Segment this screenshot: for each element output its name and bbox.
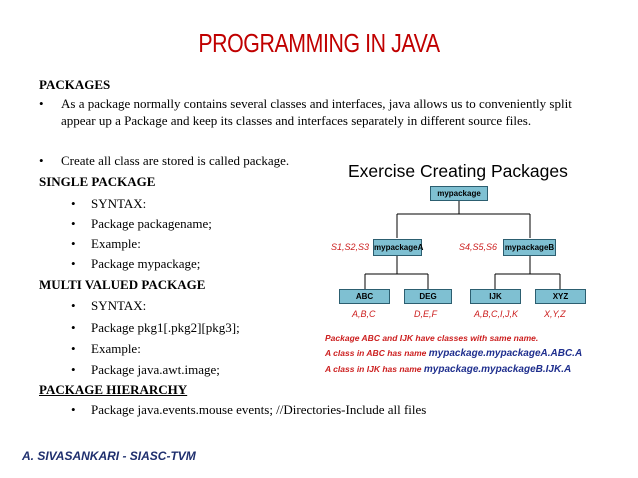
ijk-classes-label: A,B,C,I,J,K bbox=[474, 309, 519, 319]
multi-item-4: Package java.awt.image; bbox=[91, 362, 220, 377]
single-item-1: SYNTAX: bbox=[91, 196, 147, 211]
multi-package-heading: MULTI VALUED PACKAGE bbox=[39, 277, 206, 292]
note-3-name: mypackage.mypackageB.IJK.A bbox=[423, 364, 572, 375]
package-node-deg: DEG bbox=[404, 289, 452, 304]
abc-classes-label: A,B,C bbox=[352, 309, 376, 319]
note-2-prefix: A class in ABC has name bbox=[325, 348, 429, 358]
bullet-marker: • bbox=[71, 341, 76, 356]
bullet-marker: • bbox=[71, 320, 76, 335]
package-node-abc: ABC bbox=[339, 289, 390, 304]
package-node-ijk: IJK bbox=[470, 289, 521, 304]
multi-item-1: SYNTAX: bbox=[91, 298, 147, 313]
single-item-3: Example: bbox=[91, 236, 141, 251]
bullet-marker: • bbox=[71, 402, 76, 417]
diagram-note-3 bbox=[325, 364, 571, 375]
package-node-mypackage: mypackage bbox=[430, 186, 488, 201]
note-2-name: mypackage.mypackageA.ABC.A bbox=[428, 348, 583, 359]
pkgA-classes-label: S1,S2,S3 bbox=[331, 242, 370, 252]
pkgB-classes-label: S4,S5,S6 bbox=[459, 242, 498, 252]
multi-item-2: Package pkg1[.pkg2][pkg3]; bbox=[91, 320, 240, 335]
deg-classes-label: D,E,F bbox=[414, 309, 438, 319]
diagram-note-2 bbox=[325, 348, 582, 359]
bullet-marker: • bbox=[71, 298, 76, 313]
packages-heading: PACKAGES bbox=[39, 77, 111, 92]
hierarchy-heading: PACKAGE HIERARCHY bbox=[39, 382, 188, 397]
bullet-marker: • bbox=[71, 236, 76, 251]
hierarchy-item-1: Package java.events.mouse events; //Directories-Include all files bbox=[91, 402, 427, 417]
single-item-2: Package packagename; bbox=[91, 216, 212, 231]
diagram-note-1: Package ABC and IJK have classes with same name. bbox=[325, 333, 539, 343]
package-node-xyz: XYZ bbox=[535, 289, 586, 304]
bullet-marker: • bbox=[39, 153, 44, 168]
bullet-marker: • bbox=[71, 362, 76, 377]
bullet-marker: • bbox=[39, 96, 44, 111]
package-node-mypackageA: mypackageA bbox=[373, 239, 422, 256]
bullet-marker: • bbox=[71, 216, 76, 231]
packages-bullet-1: As a package normally contains several classes and interfaces, java allows us to conveniently split appear up a Package and keep its classes and interfaces separately in different source files. bbox=[61, 96, 572, 128]
bullet-marker: • bbox=[71, 196, 76, 211]
diagram-title: Exercise Creating Packages bbox=[348, 161, 568, 181]
page-title: PROGRAMMING IN JAVA bbox=[198, 28, 440, 58]
multi-item-3: Example: bbox=[91, 341, 141, 356]
single-item-4: Package mypackage; bbox=[91, 256, 201, 271]
single-package-heading: SINGLE PACKAGE bbox=[39, 174, 156, 189]
footer-author: A. SIVASANKARI - SIASC-TVM bbox=[22, 449, 196, 463]
xyz-classes-label: X,Y,Z bbox=[544, 309, 566, 319]
package-node-mypackageB: mypackageB bbox=[503, 239, 556, 256]
note-3-prefix: A class in IJK has name bbox=[325, 364, 424, 374]
bullet-marker: • bbox=[71, 256, 76, 271]
packages-bullet-2: Create all class are stored is called package. bbox=[61, 153, 290, 168]
